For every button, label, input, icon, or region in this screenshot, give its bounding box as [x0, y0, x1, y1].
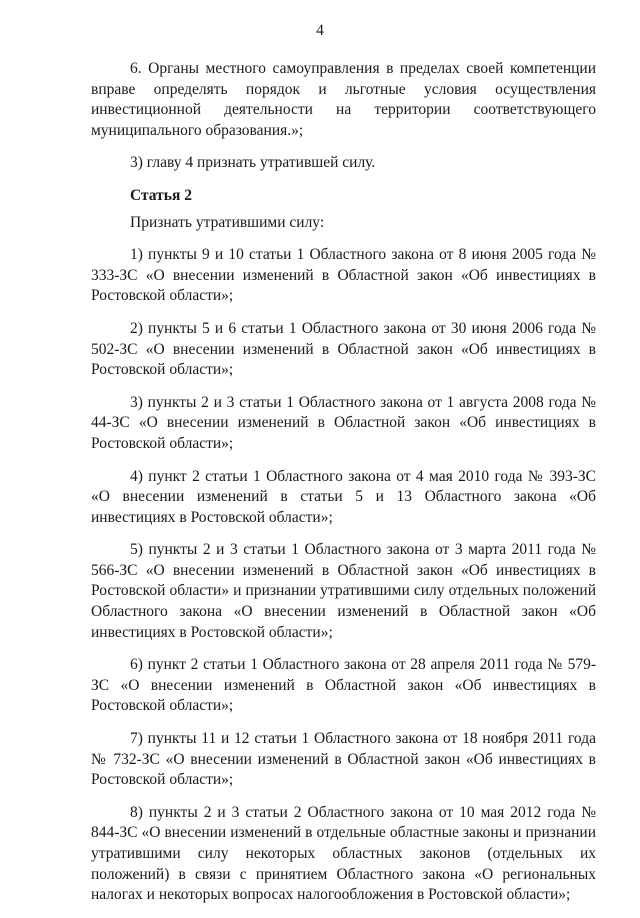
- list-item: 5) пункты 2 и 3 статьи 1 Областного закона от 3 марта 2011 года № 566-ЗС «О внесении изменений в Областной закон «Об инвестициях в Ростовской области» и признании утратившими силу отдельных положений Областного закона «О внесении изменений в Областной закон «Об инвестициях в Ростовской области»;: [91, 541, 596, 641]
- article-2-heading: Статья 2: [130, 186, 192, 204]
- document-body: [91, 59, 596, 918]
- paragraph-6-local-authorities: 6. Органы местного самоуправления в пределах своей компетенции вправе определять порядок и льготные условия осуществления инвестиционной деятельности на территории соответствующего муниципального образования.»;: [91, 60, 596, 139]
- list-item: 2) пункты 5 и 6 статьи 1 Областного закона от 30 июня 2006 года № 502-ЗС «О внесении изменений в Областной закон «Об инвестициях в Ростовской области»;: [91, 319, 596, 379]
- list-item: 8) пункты 2 и 3 статьи 2 Областного закона от 10 мая 2012 года № 844-ЗС «О внесении изменений в отдельные областные законы и признании утратившими силу некоторых областных законов (отдельных их положений) в связи с принятием Областного закона «О региональных налогах и некоторых вопросах налогообложения в Ростовской области»;: [91, 803, 596, 904]
- list-item: 6) пункт 2 статьи 1 Областного закона от 28 апреля 2011 года № 579-ЗС «О внесении изменений в Областной закон «Об инвестициях в Ростовской области»;: [91, 656, 596, 715]
- article-2-intro: Признать утратившими силу:: [130, 213, 325, 231]
- list-item: 1) пункты 9 и 10 статьи 1 Областного закона от 8 июня 2005 года № 333-ЗС «О внесении изменений в Областной закон «Об инвестициях в Ростовской области»;: [91, 246, 596, 305]
- paragraph-chapter-4-repeal: 3) главу 4 признать утратившей силу.: [130, 154, 376, 172]
- list-item: 7) пункты 11 и 12 статьи 1 Областного закона от 18 ноября 2011 года № 732-ЗС «О внесении изменений в Областной закон «Об инвестициях в Ростовской области»;: [91, 730, 596, 789]
- list-item: 3) пункты 2 и 3 статьи 1 Областного закона от 1 августа 2008 года № 44-ЗС «О внесении изменений в Областной закон «Об инвестициях в Ростовской области»;: [91, 393, 596, 452]
- list-item: 4) пункт 2 статьи 1 Областного закона от 4 мая 2010 года № 393-ЗС «О внесении изменений в статьи 5 и 13 Областного закона «Об инвестициях в Ростовской области»;: [91, 467, 596, 526]
- page-number: 4: [316, 22, 324, 39]
